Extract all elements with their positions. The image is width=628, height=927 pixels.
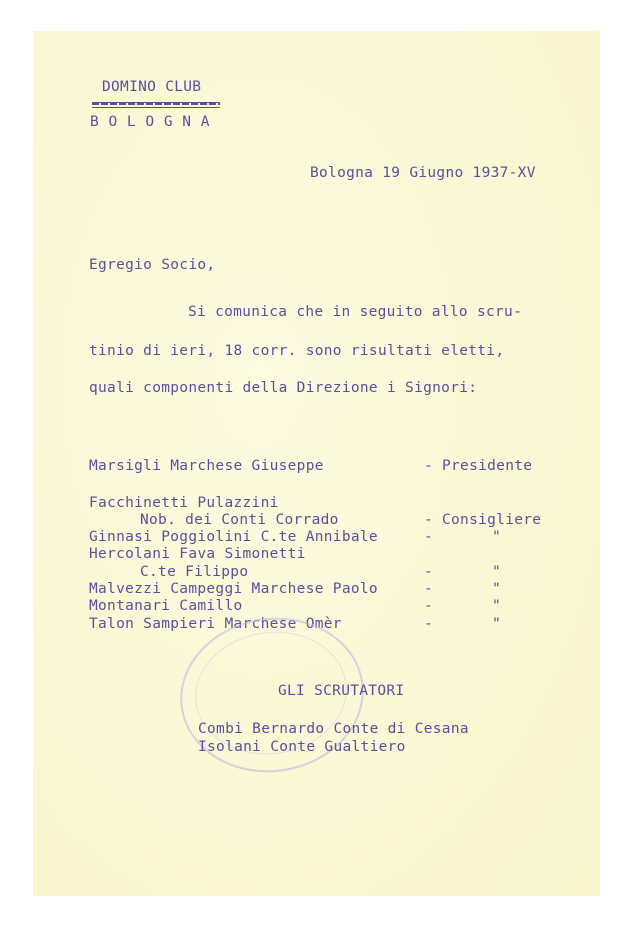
letter-date: Bologna 19 Giugno 1937-XV <box>310 165 536 181</box>
member-name: C.te Filippo <box>140 564 249 580</box>
member-role: Consigliere <box>442 512 542 528</box>
scrutatore-name: Isolani Conte Gualtiero <box>198 739 406 755</box>
member-role: " <box>492 616 502 632</box>
body-line-2: tinio di ieri, 18 corr. sono risultati eletti, <box>89 343 505 359</box>
member-name: Malvezzi Campeggi Marchese Paolo <box>89 581 378 597</box>
member-role: " <box>492 564 502 580</box>
club-name: DOMINO CLUB <box>102 79 202 95</box>
header-underline <box>92 102 220 108</box>
body-line-3: quali componenti della Direzione i Signori: <box>89 380 478 396</box>
member-dash: - <box>424 616 434 632</box>
club-city: B O L O G N A <box>90 114 210 130</box>
scrutatori-title: GLI SCRUTATORI <box>278 683 405 699</box>
member-dash: - <box>424 458 434 474</box>
member-dash: - <box>424 564 434 580</box>
member-name: Montanari Camillo <box>89 598 243 614</box>
member-name: Hercolani Fava Simonetti <box>89 546 306 562</box>
member-name: Ginnasi Poggiolini C.te Annibale <box>89 529 378 545</box>
member-role: " <box>492 581 502 597</box>
member-role: " <box>492 598 502 614</box>
member-dash: - <box>424 529 434 545</box>
scrutatore-name: Combi Bernardo Conte di Cesana <box>198 721 469 737</box>
body-line-1: Si comunica che in seguito allo scru- <box>188 304 523 320</box>
member-name: Marsigli Marchese Giuseppe <box>89 458 324 474</box>
member-dash: - <box>424 581 434 597</box>
salutation: Egregio Socio, <box>89 257 216 273</box>
member-name: Facchinetti Pulazzini <box>89 495 279 511</box>
member-name: Talon Sampieri Marchese Omèr <box>89 616 342 632</box>
member-dash: - <box>424 598 434 614</box>
member-dash: - <box>424 512 434 528</box>
member-name: Nob. dei Conti Corrado <box>140 512 339 528</box>
member-role: " <box>492 529 502 545</box>
member-role: Presidente <box>442 458 533 474</box>
